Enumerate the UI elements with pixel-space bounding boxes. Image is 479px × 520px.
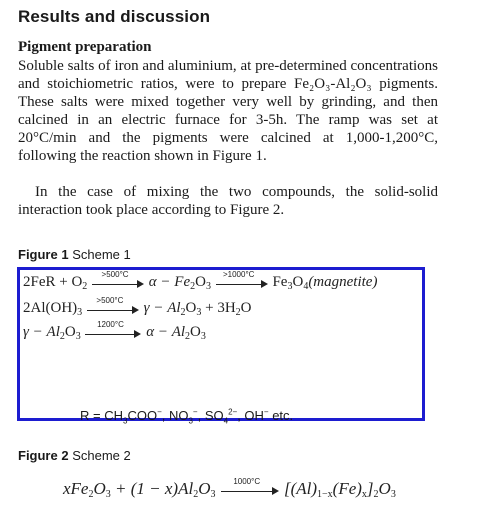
figure-2-caption: [18, 448, 131, 463]
reaction-arrow-icon: 1000°C: [221, 485, 279, 495]
reaction-arrow-icon: 1200°C: [85, 328, 141, 338]
figure-label: Figure 1: [18, 247, 69, 262]
section-title: Results and discussion: [18, 7, 211, 26]
reaction-arrow-icon: >500°C: [92, 278, 144, 288]
figure-caption-text: Scheme 1: [72, 247, 131, 262]
reaction-arrow-icon: >1000°C: [216, 278, 268, 288]
body-paragraph: In the case of mixing the two compounds, the solid-solid interaction took place according to Figure 2.: [18, 184, 438, 218]
equation-iron-oxidation: $2FeR + O_2$ >500°C $\alpha - Fe_2O_3$ >1000°C $Fe_3O_4(magnetite)$: [23, 269, 378, 292]
reaction-arrow-icon: >500°C: [87, 304, 139, 314]
figure-caption-text: Scheme 2: [72, 448, 131, 463]
equation-aluminium-hydroxide: $2Al(OH)_3$ >500°C $\gamma - Al_2O_3 + 3H_2O$: [23, 295, 252, 318]
equation-alumina-transition: $\gamma - Al_2O_3$ 1200°C $\alpha - Al_2O_3$: [23, 319, 206, 342]
equation-solid-solution: $xFe_2O_3 + (1 - x)Al_2O_3$ 1000°C $[(Al)_{1-x}(Fe)_x]_2O_3$: [63, 477, 396, 500]
figure-label: Figure 2: [18, 448, 69, 463]
scheme-1-box: [17, 267, 425, 426]
figure-1-caption: [18, 247, 131, 262]
body-paragraph: Soluble salts of iron and aluminium, at pre-determined concentrations and stoichiometric ratios, were to prepare Fe₂O₃-Al₂O₃ pigments. These salts were mixed together very well by grinding, and then calcined in an electric furnace for 3-5h. The ramp was set at 20°C/min and the pigments were calcined at 1,000-1,200°C, following the reaction shown in Figure 1.: [18, 58, 438, 164]
r-group-definition: $R = CH_3COO^-$, $NO_3^-$, $SO_4^{2-}$, OH− etc.: [80, 407, 294, 426]
subsection-title: Pigment preparation: [18, 39, 152, 55]
